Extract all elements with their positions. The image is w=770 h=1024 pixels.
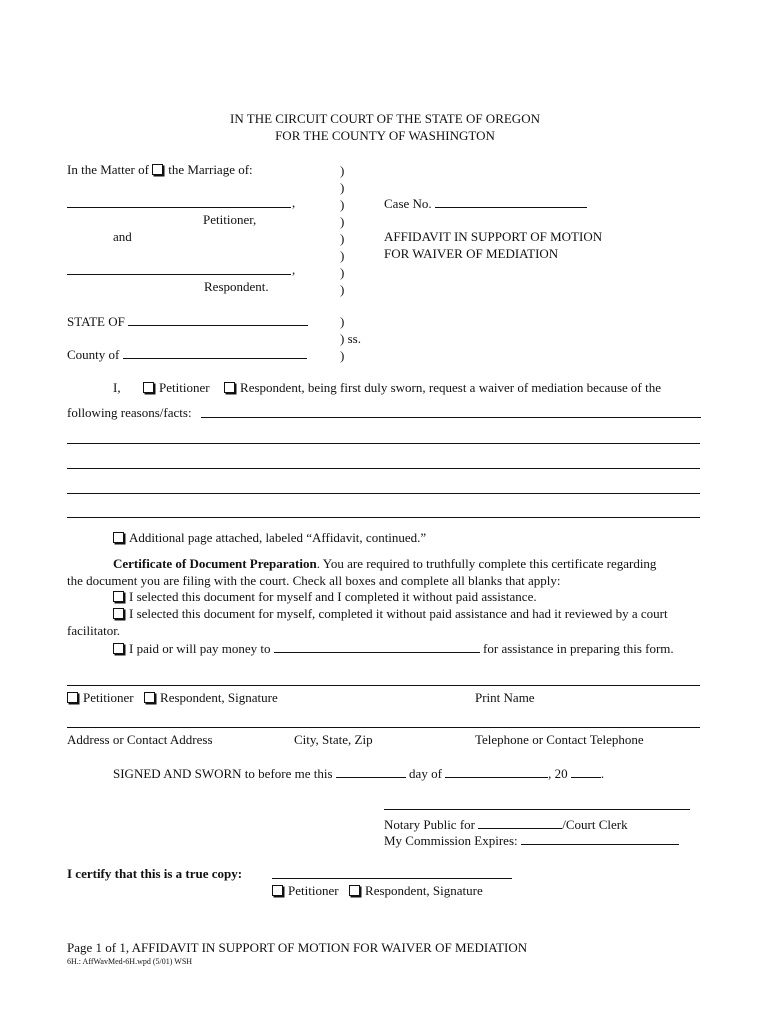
case-number-field[interactable] [435,195,587,208]
matter-suffix: the Marriage of: [168,162,253,177]
i-label: I, [113,380,121,395]
matter-prefix: In the Matter of [67,162,149,177]
certificate-intro-rest: . You are required to truthfully complete this certificate regarding [316,556,657,571]
notary-row: Notary Public for /Court Clerk [384,817,628,832]
city-state-zip-label: City, State, Zip [294,732,373,747]
sig-respondent-checkbox-icon[interactable] [144,692,155,703]
sworn-year-field[interactable] [571,765,601,778]
paid-to-field[interactable] [274,640,480,653]
certificate-heading: Certificate of Document Preparation [113,556,317,571]
respondent-comma: , [292,262,296,277]
respondent-checkbox-icon[interactable] [224,382,235,393]
reasons-line-3[interactable] [67,468,700,469]
certificate-option-2: I selected this document for myself, completed it without paid assistance and had it reviewed by a court [113,606,668,621]
county-field[interactable] [123,346,307,359]
state-of-row [67,313,308,329]
reasons-line-1[interactable] [201,417,701,418]
petitioner-checkbox-icon[interactable] [143,382,154,393]
venue-parens: ) ) ss. ) [340,314,361,363]
print-name-label: Print Name [475,690,535,705]
option1-checkbox-icon[interactable] [113,591,124,602]
additional-page-row [113,530,426,545]
state-field[interactable] [128,313,308,326]
case-no-label: Case No. [384,196,432,211]
sworn-row: SIGNED AND SWORN to before me this day of , 20 . [113,766,605,781]
petitioner-comma: , [292,195,296,210]
reasons-line-4[interactable] [67,493,700,494]
case-number-row [384,195,587,211]
county-of-label: County of [67,347,120,362]
signer-options: Petitioner Respondent, Signature [67,690,278,705]
respondent-text: Respondent, being first duly sworn, request a waiver of mediation because of the [240,380,661,395]
notary-signature-line[interactable] [384,809,690,810]
true-copy-options: Petitioner Respondent, Signature [272,883,483,898]
respondent-name-line[interactable] [67,274,291,275]
state-of-label: STATE OF [67,314,125,329]
telephone-label: Telephone or Contact Telephone [475,732,644,747]
sig-petitioner-checkbox-icon[interactable] [67,692,78,703]
footer-page-line: Page 1 of 1, AFFIDAVIT IN SUPPORT OF MOTION FOR WAIVER OF MEDIATION [67,940,528,955]
court-title-line1: IN THE CIRCUIT COURT OF THE STATE OF OREGON [230,111,540,126]
commission-expires-field[interactable] [521,832,679,845]
court-title-line2: FOR THE COUNTY OF WASHINGTON [275,128,495,143]
checkbox-icon[interactable] [152,164,163,175]
petitioner-option: Petitioner [159,380,210,395]
address-line[interactable] [67,727,700,728]
true-copy-signature-line[interactable] [272,878,512,879]
sworn-month-field[interactable] [445,765,548,778]
reasons-line-2[interactable] [67,443,700,444]
county-of-row [67,346,307,362]
option2-checkbox-icon[interactable] [113,608,124,619]
doc-title-line2: FOR WAIVER OF MEDIATION [384,246,559,261]
matter-line [67,162,253,177]
respondent-label: Respondent. [204,279,269,294]
footer-form-id: 6H.: AffWavMed-6H.wpd (5/01) WSH [67,957,193,966]
affiant-statement [143,380,661,395]
reasons-label: following reasons/facts: [67,405,192,420]
petitioner-label: Petitioner, [203,212,257,227]
notary-for-field[interactable] [478,816,562,829]
caption-parens: ) ) ) ) ) ) ) ) [340,163,345,297]
certificate-intro-line2: the document you are filing with the court. Check all boxes and complete all blanks that apply: [67,573,561,588]
and-label: and [113,229,132,244]
sworn-day-field[interactable] [336,765,406,778]
certificate-option-3: I paid or will pay money to for assistance in preparing this form. [113,640,674,656]
reasons-line-5[interactable] [67,517,700,518]
certificate-option-2-line2: facilitator. [67,623,121,638]
signature-line[interactable] [67,685,700,686]
tc-respondent-checkbox-icon[interactable] [349,885,360,896]
tc-petitioner-checkbox-icon[interactable] [272,885,283,896]
petitioner-name-line[interactable] [67,207,291,208]
address-label: Address or Contact Address [67,732,213,747]
doc-title-line1: AFFIDAVIT IN SUPPORT OF MOTION [384,229,603,244]
additional-page-text: Additional page attached, labeled “Affidavit, continued.” [129,530,427,545]
additional-page-checkbox-icon[interactable] [113,532,124,543]
certificate-intro-line1 [67,556,701,572]
commission-row: My Commission Expires: [384,832,679,848]
ss-label: ) ss. [340,331,361,346]
certificate-option-1: I selected this document for myself and I completed it without paid assistance. [113,589,537,604]
option3-checkbox-icon[interactable] [113,643,124,654]
true-copy-label: I certify that this is a true copy: [67,866,243,881]
